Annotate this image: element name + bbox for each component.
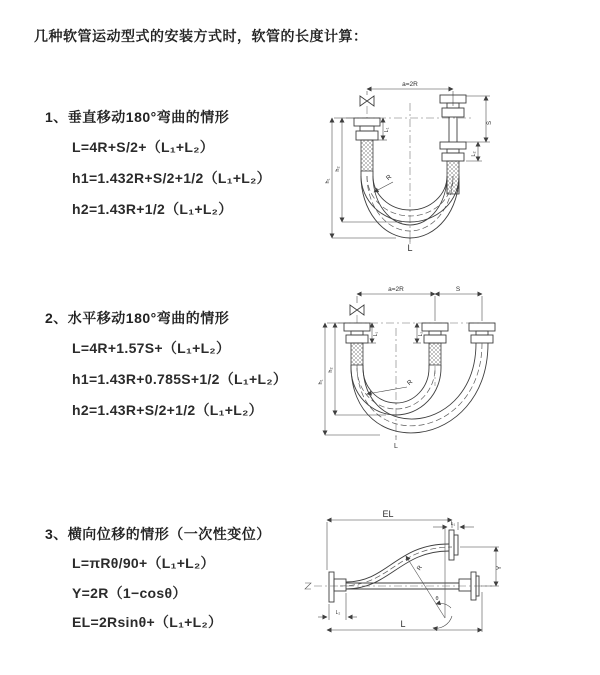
label-l2: L₂ bbox=[335, 610, 341, 616]
braided-hose-section bbox=[361, 140, 373, 171]
section-3-heading: 3、横向位移的情形（一次性变位） bbox=[45, 526, 271, 542]
middle-hose-fitting bbox=[422, 323, 448, 365]
label-l: L bbox=[400, 619, 406, 629]
diagram-horizontal-movement bbox=[310, 280, 600, 452]
label-l1: L₁ bbox=[384, 127, 390, 133]
section-1-formula-h2: h2=1.43R+1/2（L₁+L₂） bbox=[72, 201, 233, 217]
diagram-vertical-movement bbox=[310, 75, 600, 260]
dimension-l2 bbox=[318, 593, 357, 620]
section-2-formula-h1: h1=1.43R+0.785S+1/2（L₁+L₂） bbox=[72, 371, 288, 387]
dimension-y bbox=[460, 547, 503, 586]
section-3-formula-EL: EL=2Rsinθ+（L₁+L₂） bbox=[72, 614, 223, 630]
label-a2r: a=2R bbox=[402, 81, 418, 88]
label-s: S bbox=[487, 120, 493, 126]
diagram-lateral-displacement bbox=[300, 500, 600, 645]
label-r: R bbox=[384, 173, 394, 183]
left-hose-fitting bbox=[354, 118, 380, 171]
section-1-heading: 1、垂直移动180°弯曲的情形 bbox=[45, 109, 230, 125]
label-s: S bbox=[455, 286, 461, 293]
dimension-s bbox=[435, 286, 482, 294]
top-right-flange bbox=[449, 530, 458, 560]
page-title: 几种软管运动型式的安装方式时，软管的长度计算： bbox=[34, 28, 368, 44]
label-h1: h₁ bbox=[318, 379, 324, 385]
label-l1: L₁ bbox=[450, 521, 456, 527]
label-l2: L₂ bbox=[471, 151, 477, 157]
dimension-l1 bbox=[433, 521, 474, 530]
label-h2: h₂ bbox=[335, 166, 341, 172]
label-l2: L₂ bbox=[418, 331, 424, 337]
dimension-width bbox=[357, 286, 482, 321]
section-1-formula-h1: h1=1.432R+S/2+1/2（L₁+L₂） bbox=[72, 170, 271, 186]
left-flange bbox=[329, 572, 346, 602]
label-theta: θ bbox=[435, 596, 439, 602]
centerline-mark bbox=[305, 583, 311, 589]
label-l1: L₁ bbox=[373, 331, 379, 337]
section-2-formula-h2: h2=1.43R+S/2+1/2（L₁+L₂） bbox=[72, 402, 263, 418]
section-3-formula-L: L=πRθ/90+（L₁+L₂） bbox=[72, 555, 215, 571]
label-r: R bbox=[405, 378, 415, 388]
angle-construction bbox=[406, 528, 452, 628]
left-hose-fitting bbox=[344, 323, 370, 365]
hose-u-bend-displaced bbox=[351, 343, 488, 433]
right-hose-fitting bbox=[469, 323, 495, 343]
radius-callout bbox=[367, 378, 414, 394]
label-y: Y bbox=[496, 565, 503, 571]
label-el: EL bbox=[382, 509, 394, 519]
label-r: R bbox=[416, 564, 424, 572]
dimension-h1 bbox=[318, 323, 380, 435]
braided-hose-section bbox=[429, 343, 441, 365]
radius-callout bbox=[374, 173, 393, 192]
label-a2r: a=2R bbox=[388, 286, 404, 293]
section-1-formula-L: L=4R+S/2+（L₁+L₂） bbox=[72, 139, 215, 155]
dimension-l bbox=[327, 592, 482, 632]
section-2-heading: 2、水平移动180°弯曲的情形 bbox=[45, 310, 230, 326]
dimension-l2 bbox=[471, 142, 478, 161]
dimension-s bbox=[466, 96, 493, 161]
label-h2: h₂ bbox=[328, 367, 334, 373]
dimension-el bbox=[327, 509, 452, 570]
label-l: L bbox=[394, 443, 398, 450]
section-2-formula-L: L=4R+1.57S+（L₁+L₂） bbox=[72, 340, 231, 356]
label-h1: h₁ bbox=[325, 178, 331, 184]
braided-hose-section bbox=[351, 343, 363, 365]
valve-icon bbox=[360, 96, 374, 118]
section-3-formula-Y: Y=2R（1−cosθ） bbox=[72, 585, 187, 601]
label-l: L bbox=[407, 243, 413, 253]
valve-icon bbox=[350, 305, 364, 323]
hose-s-curve bbox=[340, 544, 452, 589]
